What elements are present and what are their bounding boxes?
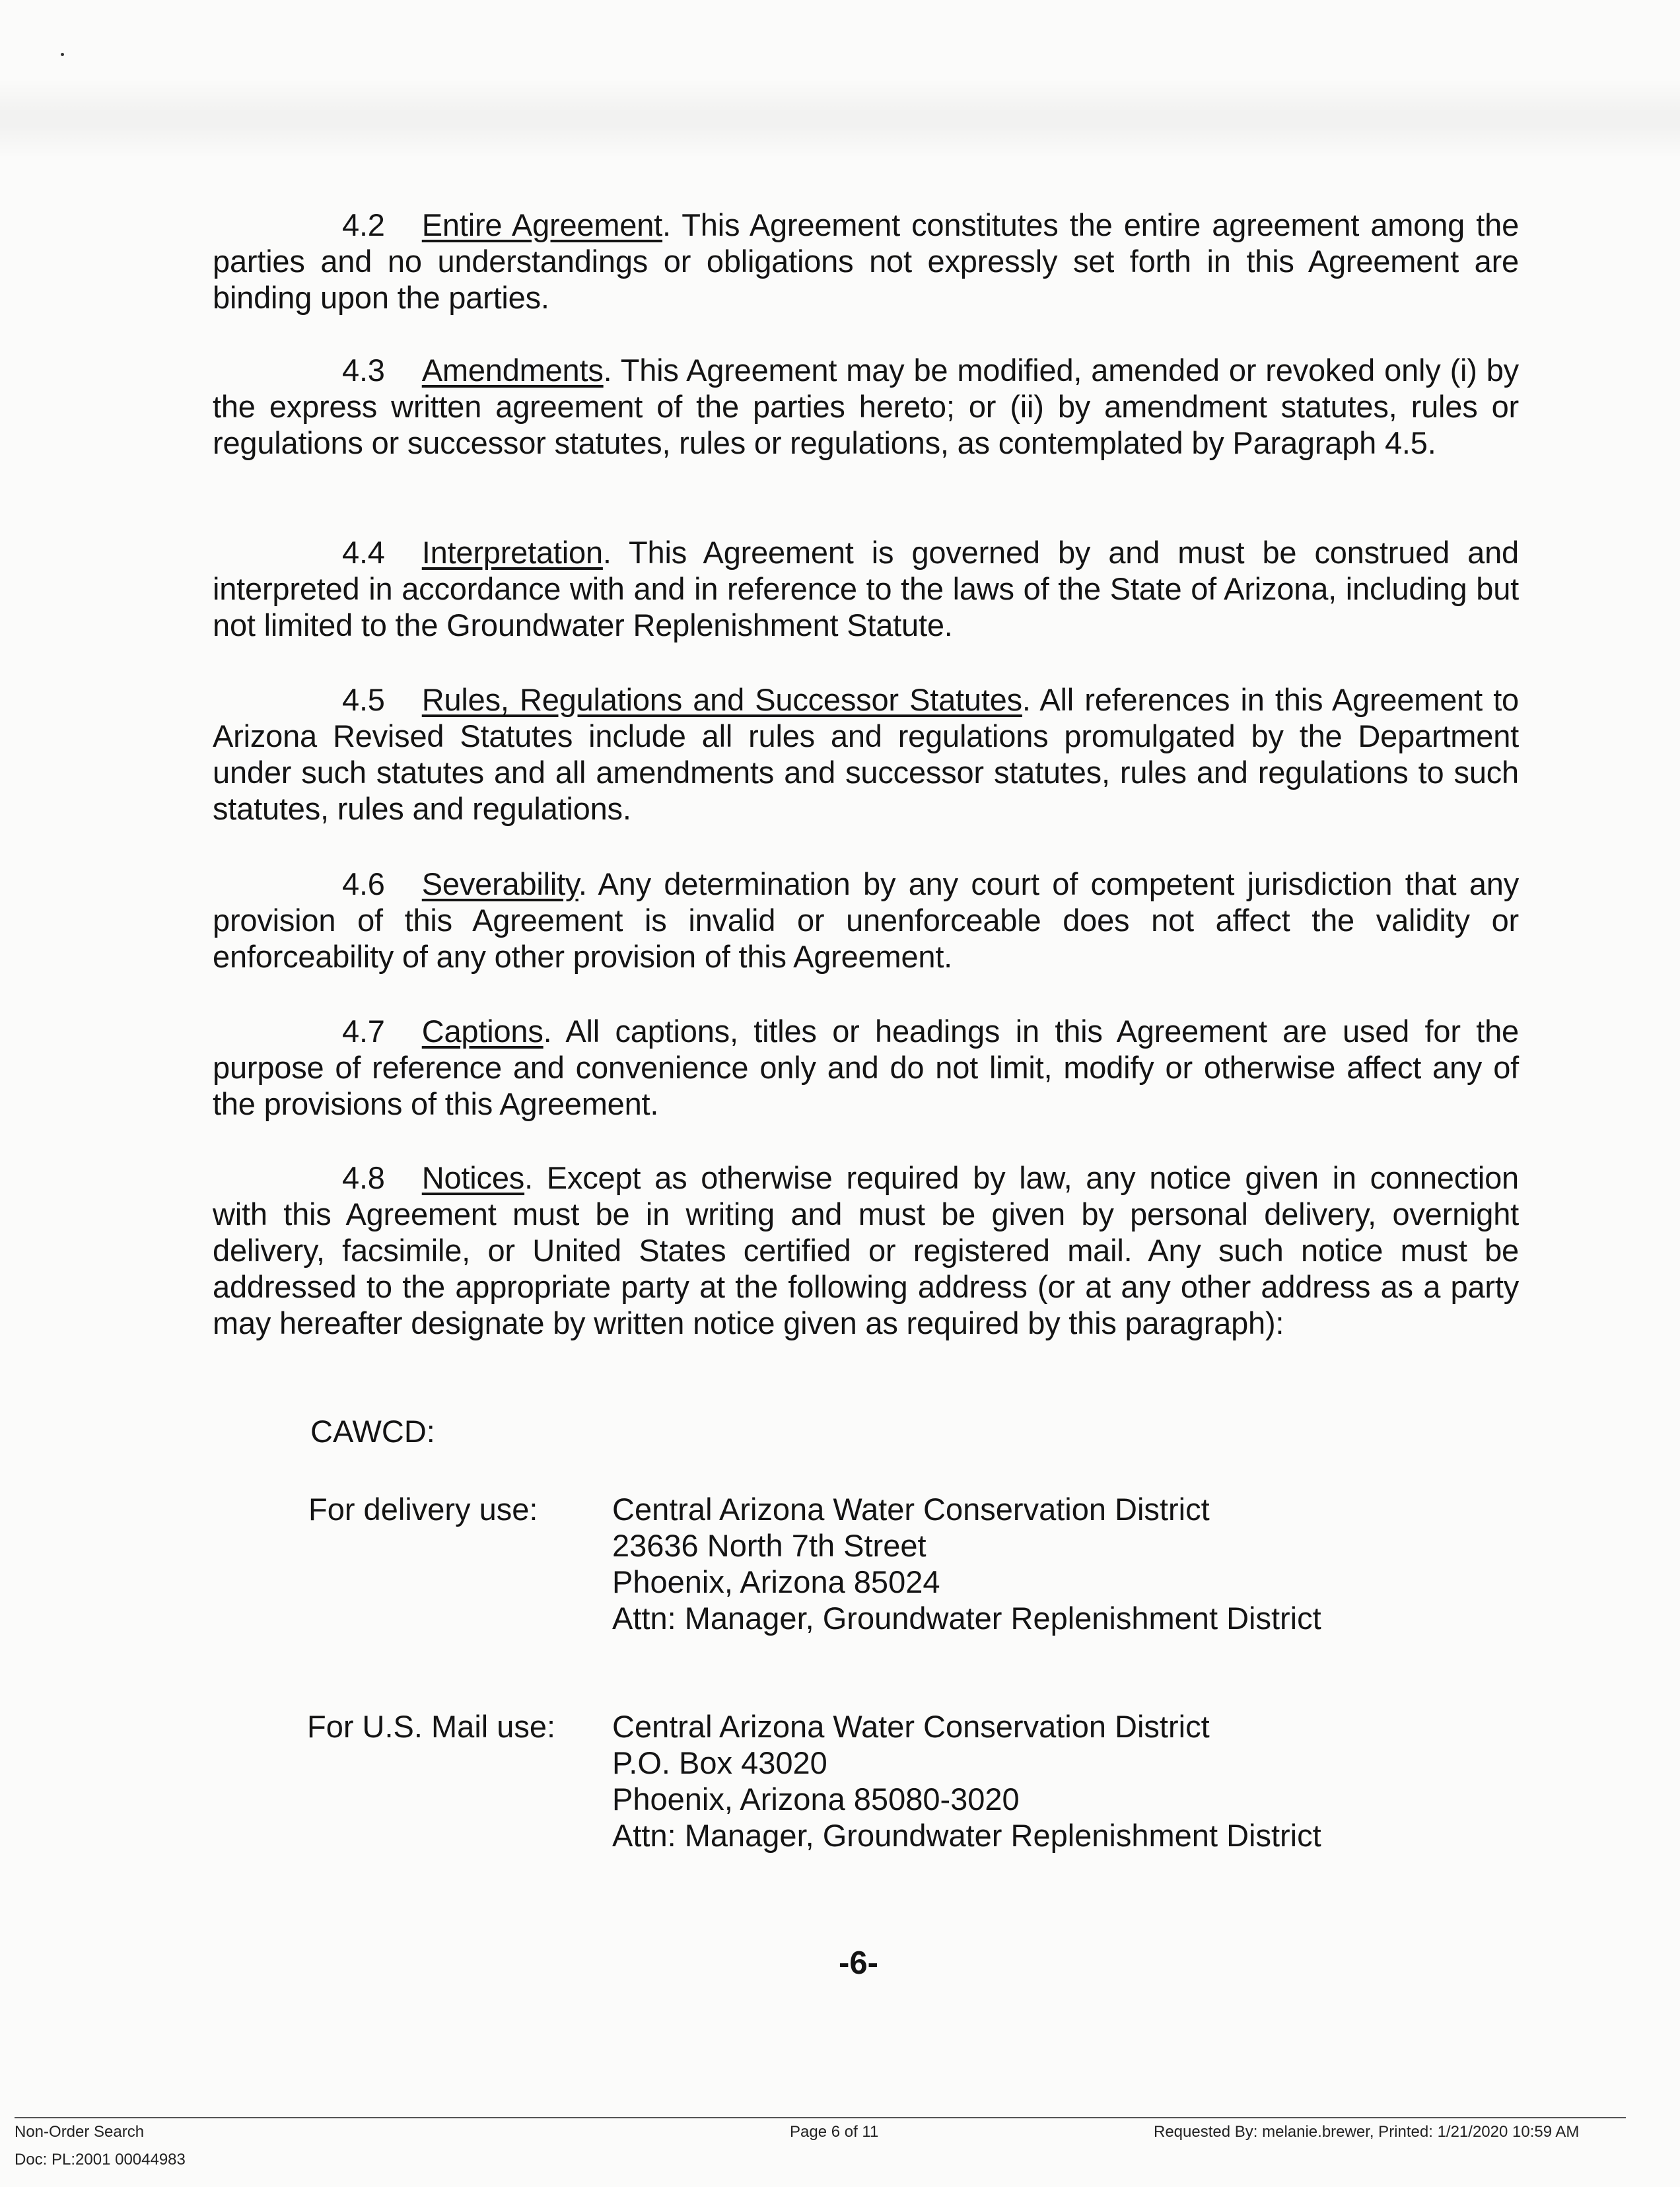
section-number: 4.8 (342, 1160, 385, 1195)
section-text: . This Agreement constitutes the entire agreement among the parties and no understandings or obligations not expressly set forth in this Agreement are binding upon the parties. (213, 207, 1520, 315)
section-number: 4.4 (342, 535, 385, 570)
section-4-5 (213, 681, 1519, 827)
delivery-label: For delivery use: (308, 1492, 538, 1527)
section-text: . Any determination by any court of competent jurisdiction that any provision of this Agreement is invalid or unenforceable does not affect the validity or enforceability of any other provision of this Agreement. (213, 866, 1519, 974)
address-line: Phoenix, Arizona 85024 (612, 1564, 940, 1599)
section-caption: Captions (421, 1014, 543, 1049)
section-text: . This Agreement may be modified, amended or revoked only (i) by the express written agreement of the parties hereto; or (ii) by amendment statutes, rules or regulations or successor statutes, rules or regulations, as contemplated by Paragraph 4.5. (213, 353, 1519, 460)
section-text: . This Agreement is governed by and must be construed and interpreted in accordance with and in reference to the laws of the State of Arizona, including but not limited to the Groundwater Replenishment Statute. (213, 535, 1519, 642)
address-line: P.O. Box 43020 (612, 1745, 827, 1780)
address-line: Attn: Manager, Groundwater Replenishment District (612, 1601, 1321, 1636)
delivery-address (612, 1491, 1471, 1636)
page-number: -6- (839, 1945, 878, 1981)
section-caption: Interpretation (421, 535, 603, 570)
section-text: . All references in this Agreement to Arizona Revised Statutes include all rules and regulations promulgated by the Department under such statutes and all amendments and successor statutes, rules and regulations to such statutes, rules and regulations. (213, 682, 1519, 826)
mail-address (612, 1708, 1471, 1854)
section-4-6 (213, 866, 1519, 975)
scan-shading (0, 79, 1680, 158)
party-label: CAWCD: (310, 1414, 435, 1449)
address-line: Central Arizona Water Conservation District (612, 1492, 1210, 1527)
section-number: 4.6 (342, 866, 385, 901)
section-number: 4.3 (342, 353, 385, 388)
section-caption: Severability (421, 866, 578, 901)
address-line: 23636 North 7th Street (612, 1528, 927, 1563)
address-line: Attn: Manager, Groundwater Replenishment District (612, 1818, 1321, 1853)
section-number: 4.2 (342, 207, 385, 242)
section-text: . All captions, titles or headings in this Agreement are used for the purpose of reference and convenience only and do not limit, modify or otherwise affect any of the provisions of this Agreement. (213, 1014, 1519, 1121)
scan-speck (61, 53, 64, 56)
footer-search-type: Non-Order Search (15, 2123, 145, 2141)
section-4-2 (213, 207, 1519, 316)
address-line: Phoenix, Arizona 85080-3020 (612, 1782, 1020, 1817)
section-caption: Rules, Regulations and Successor Statutes (421, 682, 1022, 717)
footer-page-count: Page 6 of 11 (790, 2123, 879, 2141)
footer-divider (15, 2117, 1626, 2118)
section-4-4 (213, 534, 1519, 643)
section-4-8 (213, 1160, 1519, 1341)
section-caption: Notices (421, 1160, 525, 1195)
section-4-3 (213, 352, 1519, 461)
footer-requested-by: Requested By: melanie.brewer, Printed: 1/21/2020 10:59 AM (1154, 2123, 1580, 2141)
section-caption: Entire Agreement (421, 207, 663, 242)
section-number: 4.5 (342, 682, 385, 717)
section-text: . Except as otherwise required by law, any notice given in connection with this Agreement must be in writing and must be given by personal delivery, overnight delivery, facsimile, or United States certified or registered mail. Any such notice must be addressed to the appropriate party at the following address (or at any other address as a party may hereafter designate by written notice given as required by this paragraph): (213, 1160, 1519, 1340)
address-line: Central Arizona Water Conservation District (612, 1709, 1210, 1744)
footer-doc-id: Doc: PL:2001 00044983 (15, 2151, 186, 2169)
section-caption: Amendments (421, 353, 604, 388)
section-4-7 (213, 1013, 1519, 1122)
mail-label: For U.S. Mail use: (307, 1709, 556, 1744)
section-number: 4.7 (342, 1014, 385, 1049)
